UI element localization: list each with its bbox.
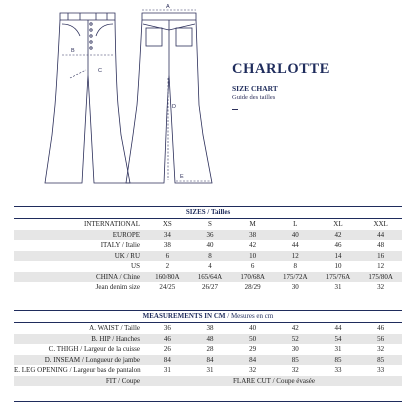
cell: 32 bbox=[377, 283, 385, 291]
cell: 44 bbox=[359, 230, 402, 241]
row-label-fr: / Coupe bbox=[116, 376, 140, 385]
table-row bbox=[14, 272, 402, 283]
cell: XXL bbox=[373, 220, 388, 228]
cell: 52 bbox=[274, 334, 317, 345]
title-block bbox=[232, 61, 330, 110]
cell: 46 bbox=[377, 324, 385, 332]
table-row bbox=[14, 251, 402, 262]
size-chart-heading-fr: Guide des tailles bbox=[232, 94, 276, 101]
table-row bbox=[14, 323, 402, 334]
row-label bbox=[14, 344, 146, 355]
cell: 26 bbox=[163, 345, 171, 353]
cell: 14 bbox=[317, 251, 360, 262]
cell: 160/80A bbox=[146, 272, 189, 283]
row-label bbox=[14, 323, 146, 334]
cell: 42 bbox=[249, 241, 257, 249]
cell: L bbox=[293, 220, 298, 228]
table-row bbox=[14, 355, 402, 366]
row-label-fr: / Hanches bbox=[110, 334, 140, 343]
row-label-en: FIT bbox=[105, 376, 117, 385]
label-b: B bbox=[71, 48, 75, 54]
cell: 175/80A bbox=[359, 272, 402, 283]
cell: 36 bbox=[189, 230, 232, 241]
row-label-en: C. THIGH bbox=[48, 345, 79, 353]
cell: 40 bbox=[249, 324, 257, 332]
cell: 32 bbox=[377, 345, 385, 353]
cell: 46 bbox=[334, 241, 342, 249]
row-label: EUROPE bbox=[14, 230, 146, 241]
cell: 31 bbox=[334, 283, 342, 291]
row-label-en: E. LEG OPENING bbox=[14, 366, 68, 374]
fit-value-en: FLARE CUT bbox=[233, 376, 271, 385]
measurements-table-header bbox=[14, 311, 402, 323]
jeans-technical-sketch bbox=[0, 0, 416, 200]
cell: 6 bbox=[146, 251, 189, 262]
row-label bbox=[14, 376, 146, 387]
cell: 85 bbox=[317, 355, 360, 366]
cell: S bbox=[208, 220, 212, 228]
sizes-heading: SIZES bbox=[185, 208, 206, 217]
cell: 32 bbox=[291, 366, 299, 374]
cell: 38 bbox=[163, 241, 171, 249]
cell: 24/25 bbox=[159, 283, 176, 291]
front-view-sketch bbox=[45, 13, 130, 183]
row-label: ITALY / Italie bbox=[100, 241, 140, 249]
label-a: A bbox=[166, 4, 170, 10]
table-row bbox=[14, 344, 402, 355]
label-c: C bbox=[98, 68, 102, 74]
row-label-en: D. INSEAM bbox=[44, 355, 81, 364]
cell: 85 bbox=[274, 355, 317, 366]
row-label: INTERNATIONAL bbox=[84, 220, 140, 228]
cell: 10 bbox=[334, 262, 342, 270]
measurements-table bbox=[14, 310, 402, 386]
cell: 44 bbox=[291, 241, 299, 249]
cell: 4 bbox=[208, 262, 212, 270]
table-row bbox=[14, 365, 402, 376]
cell: 42 bbox=[291, 324, 299, 332]
cell: 175/72A bbox=[274, 272, 317, 283]
cell: 40 bbox=[206, 241, 214, 249]
row-label bbox=[14, 334, 146, 345]
fit-value bbox=[146, 376, 402, 387]
cell: 40 bbox=[274, 230, 317, 241]
cell: 84 bbox=[146, 355, 189, 366]
cell: 28/29 bbox=[244, 283, 261, 291]
cell: M bbox=[249, 220, 256, 228]
product-title: CHARLOTTE bbox=[232, 61, 331, 77]
cell: 2 bbox=[165, 262, 170, 270]
fit-value-fr: / Coupe évasée bbox=[270, 376, 315, 385]
table-row-fit bbox=[14, 376, 402, 387]
row-label-en: B. HIP bbox=[91, 334, 111, 343]
cell: XS bbox=[162, 220, 172, 228]
cell: 8 bbox=[293, 262, 298, 270]
cell: XL bbox=[333, 220, 343, 228]
cell: 36 bbox=[163, 324, 171, 332]
label-d: D bbox=[172, 104, 176, 110]
cell: 16 bbox=[359, 251, 402, 262]
table-row bbox=[14, 334, 402, 345]
row-label: CHINA / Chine bbox=[14, 272, 146, 283]
cell: 8 bbox=[189, 251, 232, 262]
cell: 30 bbox=[291, 283, 299, 291]
row-label-fr: / Largeur de la cuisse bbox=[78, 345, 140, 353]
row-label: Jean denim size bbox=[95, 283, 140, 291]
cell: 46 bbox=[146, 334, 189, 345]
table-row bbox=[14, 240, 402, 251]
sizes-table-header bbox=[14, 207, 402, 219]
table-row bbox=[14, 219, 402, 230]
label-e: E bbox=[180, 174, 184, 180]
cell: 6 bbox=[250, 262, 255, 270]
cell: 54 bbox=[317, 334, 360, 345]
row-label-fr: / Largeur bas de pantalon bbox=[67, 366, 141, 374]
row-label-en: A. WAIST bbox=[89, 324, 119, 332]
cell: 42 bbox=[317, 230, 360, 241]
back-view-sketch bbox=[126, 13, 212, 183]
cell: 32 bbox=[249, 366, 257, 374]
cell: 12 bbox=[377, 262, 385, 270]
cell: 38 bbox=[206, 324, 214, 332]
cell: 34 bbox=[146, 230, 189, 241]
row-label bbox=[14, 355, 146, 366]
sizes-heading-fr: / Tailles bbox=[205, 208, 231, 217]
cell: 50 bbox=[231, 334, 274, 345]
cell: 33 bbox=[334, 366, 342, 374]
cell: 48 bbox=[189, 334, 232, 345]
row-label-fr: / Taille bbox=[118, 324, 140, 332]
table-row bbox=[14, 261, 402, 272]
cell: 33 bbox=[377, 366, 385, 374]
cell: 44 bbox=[334, 324, 342, 332]
table-row bbox=[14, 282, 402, 293]
cell: 12 bbox=[274, 251, 317, 262]
cell: 10 bbox=[231, 251, 274, 262]
table-row bbox=[14, 230, 402, 241]
cell: 48 bbox=[377, 241, 385, 249]
measurements-heading-fr: / Mesures en cm bbox=[225, 312, 274, 321]
measurements-heading: MEASUREMENTS IN CM bbox=[142, 312, 226, 321]
size-chart-heading: SIZE CHART bbox=[232, 84, 278, 93]
cell: 26/27 bbox=[202, 283, 218, 291]
cell: 31 bbox=[334, 345, 342, 353]
row-label: UK / RU bbox=[14, 251, 146, 262]
cell: 84 bbox=[231, 355, 274, 366]
cell: 56 bbox=[359, 334, 402, 345]
cell: 28 bbox=[206, 345, 214, 353]
cell: 175/76A bbox=[317, 272, 360, 283]
cell: 85 bbox=[359, 355, 402, 366]
title-divider bbox=[232, 109, 238, 110]
cell: 170/68A bbox=[231, 272, 274, 283]
cell: 84 bbox=[189, 355, 232, 366]
cell: 29 bbox=[249, 345, 257, 353]
cell: 165/64A bbox=[189, 272, 232, 283]
cell: 31 bbox=[206, 366, 214, 374]
bottom-rule bbox=[14, 401, 402, 402]
row-label: US bbox=[131, 262, 140, 270]
sizes-table bbox=[14, 206, 402, 293]
cell: 31 bbox=[163, 366, 171, 374]
cell: 30 bbox=[291, 345, 299, 353]
cell: 38 bbox=[231, 230, 274, 241]
row-label bbox=[14, 365, 146, 376]
row-label-fr: / Longueur de jambe bbox=[80, 355, 140, 364]
